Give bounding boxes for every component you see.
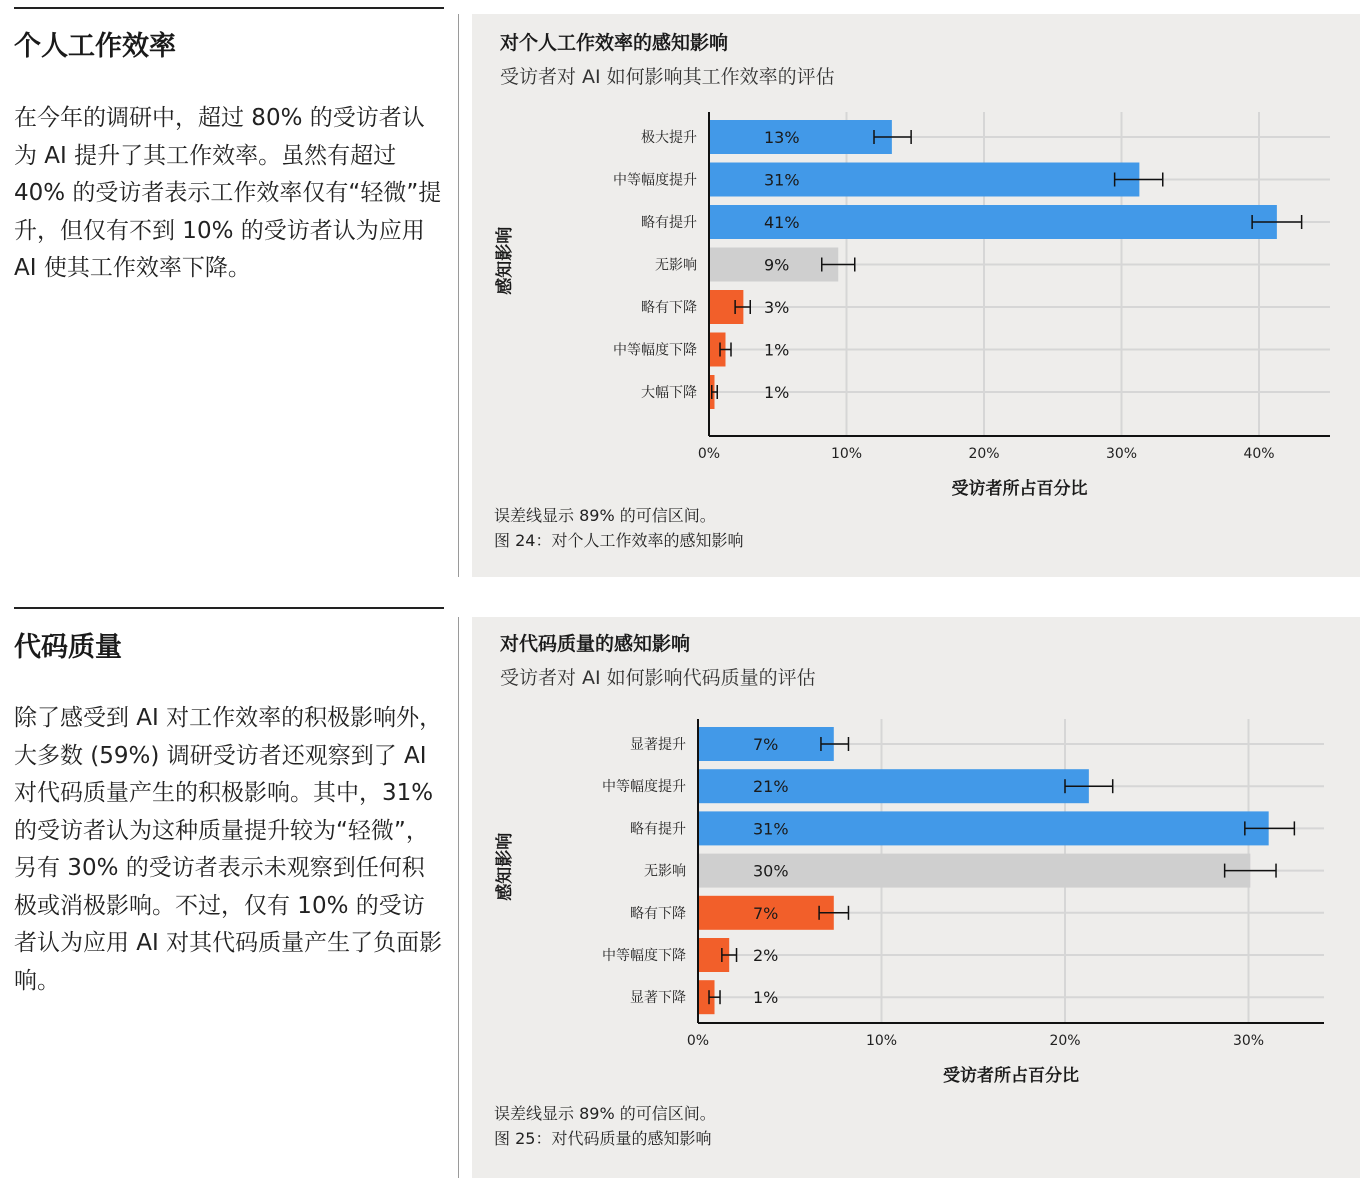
chart-panel-code-quality [472, 617, 1360, 1178]
chart-note: 误差线显示 89% 的可信区间。 [494, 1104, 716, 1123]
section-body: 除了感受到 AI 对工作效率的积极影响外，大多数 (59%) 调研受访者还观察到了 AI 对代码质量产生的积极影响。其中，31% 的受访者认为这种质量提升较为“轻微”，另有 30% 的受访者表示未观察到任何积极或消极影响。不过，仅有 10% 的受访者认为应用 AI 对其代码质量产生了负面影响。 [14, 705, 443, 994]
x-tick-label: 10% [865, 1033, 898, 1049]
figure-caption: 图 24：对个人工作效率的感知影响 [494, 531, 744, 550]
data-label: 13% [764, 128, 800, 147]
chart-subtitle: 受访者对 AI 如何影响其工作效率的评估 [500, 66, 835, 88]
column-divider [458, 14, 459, 577]
data-label: 21% [753, 777, 789, 797]
column-divider [458, 617, 459, 1178]
category-label: 略有提升 [630, 821, 686, 838]
section-title: 代码质量 [14, 632, 122, 663]
chart-panel-productivity [472, 14, 1360, 577]
data-label: 2% [753, 946, 779, 965]
data-label: 9% [764, 255, 790, 275]
data-label: 1% [764, 340, 790, 360]
figure-caption: 图 25：对代码质量的感知影响 [494, 1129, 712, 1148]
x-tick-label: 30% [1232, 1033, 1265, 1049]
category-label: 显著下降 [630, 990, 686, 1007]
x-tick-label: 10% [830, 446, 863, 462]
data-label: 31% [753, 819, 789, 839]
data-label: 30% [753, 861, 789, 881]
x-axis-title: 受访者所占百分比 [951, 479, 1088, 499]
section-title: 个人工作效率 [14, 31, 176, 62]
data-label: 7% [753, 735, 779, 754]
data-label: 7% [753, 903, 779, 923]
category-label: 略有下降 [641, 300, 697, 316]
category-label: 中等幅度下降 [613, 342, 697, 359]
data-label: 31% [764, 170, 800, 190]
chart-note: 误差线显示 89% 的可信区间。 [494, 506, 716, 525]
section-rule [14, 607, 444, 609]
data-label: 41% [764, 213, 800, 232]
category-label: 极大提升 [641, 130, 697, 146]
y-axis-title: 感知影响 [495, 226, 515, 295]
bar [709, 120, 892, 154]
data-label: 3% [764, 298, 790, 317]
x-tick-label: 20% [968, 446, 1000, 462]
chart-subtitle: 受访者对 AI 如何影响代码质量的评估 [500, 667, 816, 689]
x-axis-title: 受访者所占百分比 [943, 1066, 1079, 1086]
x-tick-label: 40% [1243, 446, 1275, 462]
data-label: 1% [764, 383, 790, 402]
bar-chart-productivity [472, 104, 1360, 499]
category-label: 略有下降 [630, 905, 686, 922]
x-tick-label: 0% [686, 1033, 710, 1049]
category-label: 中等幅度提升 [602, 779, 686, 796]
section-rule [14, 7, 444, 9]
bar-chart-code-quality [472, 707, 1360, 1102]
section-body: 在今年的调研中，超过 80% 的受访者认为 AI 提升了其工作效率。虽然有超过 40% 的受访者表示工作效率仅有“轻微”提升，但仅有不到 10% 的受访者认为应用 AI 使其工作效率下降。 [14, 105, 442, 281]
category-label: 显著提升 [630, 737, 686, 753]
x-tick-label: 30% [1105, 446, 1138, 462]
chart-title: 对代码质量的感知影响 [500, 633, 691, 655]
x-tick-label: 0% [697, 446, 721, 462]
x-tick-label: 20% [1049, 1033, 1081, 1049]
chart-title: 对个人工作效率的感知影响 [500, 32, 729, 54]
category-label: 大幅下降 [641, 385, 697, 401]
y-axis-title: 感知影响 [495, 832, 515, 901]
category-label: 略有提升 [641, 215, 697, 231]
data-label: 1% [753, 988, 779, 1008]
category-label: 中等幅度提升 [613, 172, 697, 189]
category-label: 无影响 [655, 257, 697, 274]
category-label: 中等幅度下降 [602, 948, 686, 964]
category-label: 无影响 [644, 863, 686, 880]
